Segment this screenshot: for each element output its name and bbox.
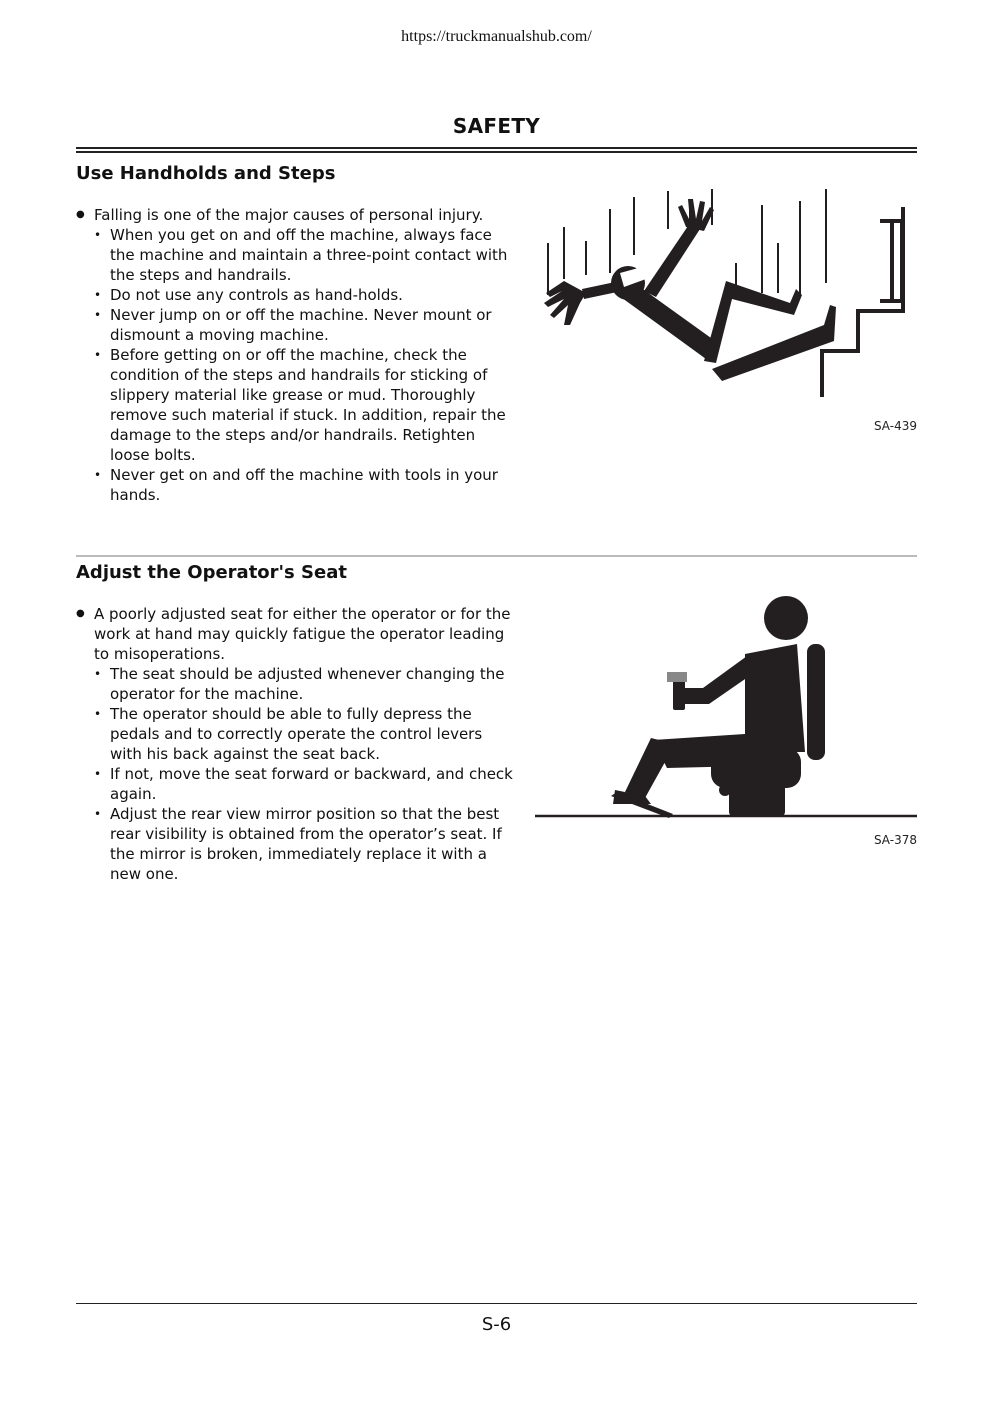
- main-bullet: ● Falling is one of the major causes of personal injury.: [76, 205, 516, 225]
- list-item: • The seat should be adjusted whenever changing the operator for the machine.: [76, 664, 516, 704]
- list-item: • Do not use any controls as hand-holds.: [76, 285, 516, 305]
- falling-person-icon: [540, 183, 916, 403]
- section-heading-handholds: Use Handholds and Steps: [76, 163, 336, 184]
- section-body-handholds: [76, 205, 516, 505]
- source-url: https://truckmanualshub.com/: [401, 28, 592, 45]
- page-number: S-6: [481, 1314, 512, 1335]
- main-bullet: ● A poorly adjusted seat for either the operator or for the work at hand may quickly fatigue the operator leading to misoperations.: [76, 604, 516, 664]
- section-heading-seat: Adjust the Operator's Seat: [76, 562, 347, 583]
- title-rule-bottom: [76, 151, 917, 153]
- section-divider: [76, 555, 917, 557]
- list-item: • Adjust the rear view mirror position so that the best rear visibility is obtained from the operator’s seat. If the mirror is broken, immediately replace it with a new one.: [76, 804, 516, 884]
- figure-caption-sa-378: SA-378: [873, 833, 917, 847]
- list-item: • Never jump on or off the machine. Never mount or dismount a moving machine.: [76, 305, 516, 345]
- list-item: • When you get on and off the machine, always face the machine and maintain a three-point contact with the steps and handrails.: [76, 225, 516, 285]
- figure-caption-sa-439: SA-439: [873, 419, 917, 433]
- list-item: • If not, move the seat forward or backward, and check again.: [76, 764, 516, 804]
- seated-operator-icon: [533, 592, 917, 822]
- sub-list: [76, 225, 516, 505]
- page-title: SAFETY: [452, 114, 541, 138]
- list-item: • Never get on and off the machine with tools in your hands.: [76, 465, 516, 505]
- list-item: • The operator should be able to fully depress the pedals and to correctly operate the control levers with his back against the seat back.: [76, 704, 516, 764]
- footer-rule: [76, 1303, 917, 1304]
- title-rule-top: [76, 147, 917, 149]
- sub-list: [76, 664, 516, 884]
- section-body-seat: [76, 604, 516, 884]
- list-item: • Before getting on or off the machine, check the condition of the steps and handrails for sticking of slippery material like grease or mud. Thoroughly remove such material if stuck. In addition, repair the damage to the steps and/or handrails. Retighten loose bolts.: [76, 345, 516, 465]
